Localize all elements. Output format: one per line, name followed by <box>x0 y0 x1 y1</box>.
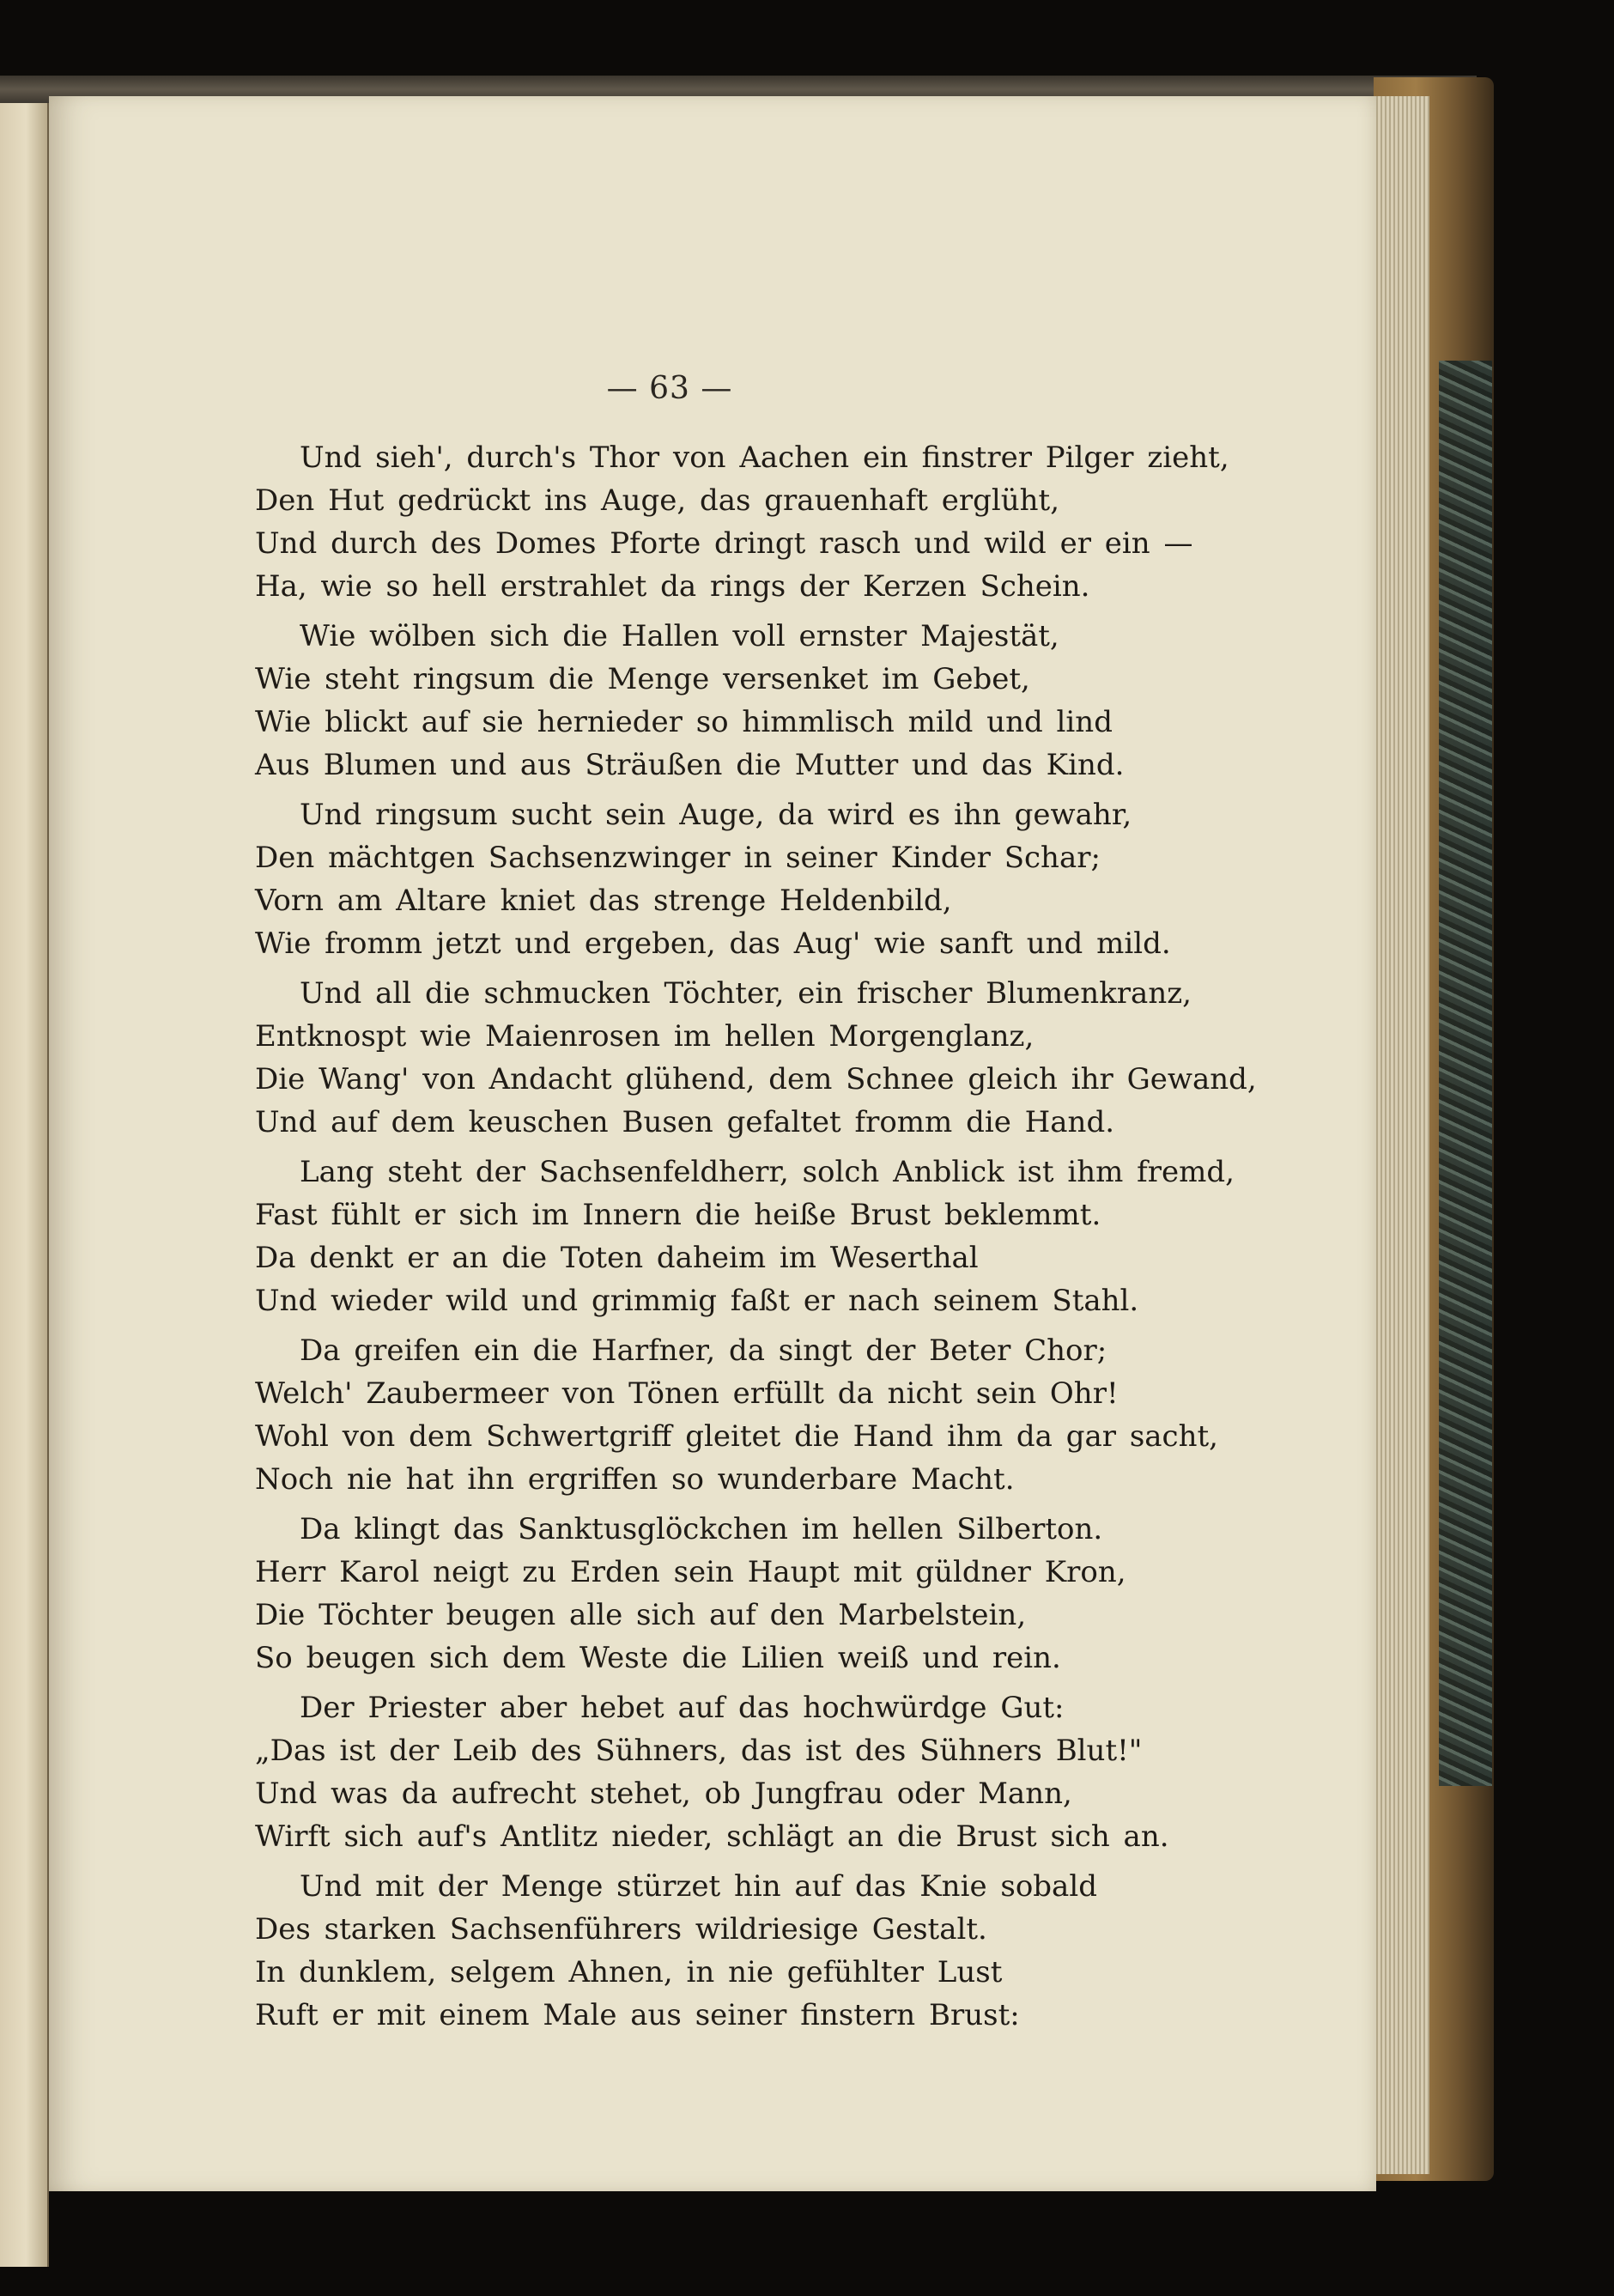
stanza-2 <box>255 615 1311 787</box>
stanza-9 <box>255 1865 1311 2037</box>
verse-line: Wie wölben sich die Hallen voll ernster Majestät, <box>300 619 1059 653</box>
verse-line: Da denkt er an die Toten daheim im Weserthal <box>255 1241 979 1275</box>
verse-line: Vorn am Altare kniet das strenge Heldenbild, <box>255 884 952 918</box>
page-number: — 63 — <box>606 371 733 406</box>
verse-line: So beugen sich dem Weste die Lilien weiß und rein. <box>255 1641 1061 1675</box>
verse-line: Da klingt das Sanktusglöckchen im hellen Silberton. <box>300 1512 1103 1546</box>
stanza-1 <box>255 436 1311 608</box>
verse-line: In dunklem, selgem Ahnen, in nie gefühlter Lust <box>255 1955 1003 1989</box>
verse-line: Die Wang' von Andacht glühend, dem Schnee gleich ihr Gewand, <box>255 1062 1257 1096</box>
book-page <box>49 96 1376 2191</box>
verse-line: Und wieder wild und grimmig faßt er nach seinem Stahl. <box>255 1284 1139 1318</box>
verse-line: Wohl von dem Schwertgriff gleitet die Hand ihm da gar sacht, <box>255 1419 1218 1454</box>
verse-line: Lang steht der Sachsenfeldherr, solch Anblick ist ihm fremd, <box>300 1155 1235 1189</box>
stanza-7 <box>255 1508 1311 1679</box>
verse-line: Und ringsum sucht sein Auge, da wird es ihn gewahr, <box>300 798 1132 832</box>
verse-line: Und was da aufrecht stehet, ob Jungfrau oder Mann, <box>255 1777 1072 1811</box>
verse-line: Welch' Zaubermeer von Tönen erfüllt da nicht sein Ohr! <box>255 1376 1119 1411</box>
verse-line: Wie steht ringsum die Menge versenket im Gebet, <box>255 662 1030 696</box>
verse-line: Die Töchter beugen alle sich auf den Marbelstein, <box>255 1598 1027 1632</box>
stanza-4 <box>255 972 1311 1144</box>
verse-line: Wie blickt auf sie hernieder so himmlisch mild und lind <box>255 705 1113 739</box>
verse-line: Den Hut gedrückt ins Auge, das grauenhaft erglüht, <box>255 483 1059 518</box>
verse-line: Den mächtgen Sachsenzwinger in seiner Kinder Schar; <box>255 841 1101 875</box>
verse-line: Entknospt wie Maienrosen im hellen Morgenglanz, <box>255 1019 1035 1054</box>
verse-line: Wie fromm jetzt und ergeben, das Aug' wie sanft und mild. <box>255 926 1171 961</box>
verse-line: Ha, wie so hell erstrahlet da rings der Kerzen Schein. <box>255 569 1090 604</box>
stanza-3 <box>255 793 1311 965</box>
verse-line: Des starken Sachsenführers wildriesige Gestalt. <box>255 1912 987 1947</box>
verse-line: Ruft er mit einem Male aus seiner finstern Brust: <box>255 1998 1020 2032</box>
verse-line: Fast fühlt er sich im Innern die heiße Brust beklemmt. <box>255 1198 1101 1232</box>
verse-line: Wirft sich auf's Antlitz nieder, schlägt an die Brust sich an. <box>255 1819 1169 1854</box>
facing-page-edge <box>0 103 49 2267</box>
verse-line: Und auf dem keuschen Busen gefaltet fromm die Hand. <box>255 1105 1115 1139</box>
stanza-6 <box>255 1329 1311 1501</box>
verse-line: Der Priester aber hebet auf das hochwürdge Gut: <box>300 1691 1065 1725</box>
verse-line: „Das ist der Leib des Sühners, das ist des Sühners Blut!" <box>255 1734 1143 1768</box>
stanza-5 <box>255 1151 1311 1322</box>
verse-line: Aus Blumen und aus Sträußen die Mutter und das Kind. <box>255 748 1125 782</box>
verse-line: Herr Karol neigt zu Erden sein Haupt mit güldner Kron, <box>255 1555 1126 1589</box>
stanza-8 <box>255 1686 1311 1858</box>
marbled-endpaper <box>1439 361 1492 1786</box>
verse-line: Da greifen ein die Harfner, da singt der Beter Chor; <box>300 1333 1107 1368</box>
verse-line: Und mit der Menge stürzet hin auf das Knie sobald <box>300 1869 1097 1904</box>
verse-line: Und sieh', durch's Thor von Aachen ein finstrer Pilger zieht, <box>300 440 1229 475</box>
verse-line: Und durch des Domes Pforte dringt rasch und wild er ein — <box>255 526 1193 561</box>
verse-line: Noch nie hat ihn ergriffen so wunderbare Macht. <box>255 1462 1015 1497</box>
verse-line: Und all die schmucken Töchter, ein frischer Blumenkranz, <box>300 976 1192 1011</box>
page-stack-edge <box>1369 96 1429 2174</box>
